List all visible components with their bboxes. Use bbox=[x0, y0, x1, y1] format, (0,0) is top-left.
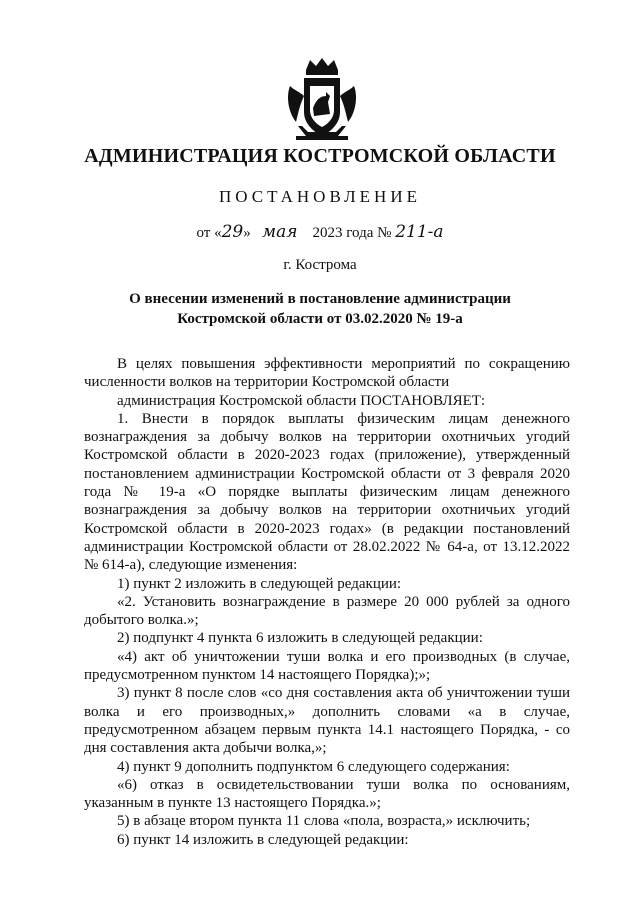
document-title bbox=[80, 289, 560, 329]
city: г. Кострома bbox=[283, 257, 357, 273]
body-paragraph: «4) акт об уничтожении туши волка и его производных (в случае, предусмотренном пунктом 14 настоящего Порядка);»; bbox=[84, 648, 570, 684]
body-paragraph: 3) пункт 8 после слов «со дня составления акта об уничтожении туши волка и его производных,» дополнить словами «а в случае, предусмотренном абзацем первым пункта 14.1 настоящего Порядка, - со дня составления акта добычи волка,»; bbox=[84, 685, 570, 757]
coat-of-arms-emblem bbox=[282, 56, 362, 146]
document-number: 211-а bbox=[395, 222, 444, 242]
body-paragraph: 5) в абзаце втором пункта 11 слова «пола, возраста,» исключить; bbox=[117, 813, 531, 830]
date-and-number-line bbox=[0, 222, 640, 242]
date-month: мая bbox=[261, 222, 298, 242]
body-paragraph: 1. Внести в порядок выплаты физическим лицам денежного вознаграждения за добычу волков на территории охотничьих угодий Костромской области в 2020-2023 годах (приложение), утвержденный постановлением администрации Костромской области от 3 февраля 2020 года № 19-а «О порядке выплаты физическим лицам денежного вознаграждения за добычу волков на территории охотничьих угодий Костромской области в 2020-2023 годах» (в редакции постановлений администрации Костромской области от 28.02.2022 № 64-а, от 13.12.2022 № 614-а), следующие изменения: bbox=[84, 410, 570, 574]
document-type: ПОСТАНОВЛЕНИЕ bbox=[218, 187, 421, 206]
title-line-2: Костромской области от 03.02.2020 № 19-а bbox=[177, 311, 463, 327]
date-mid: » bbox=[243, 225, 251, 241]
title-line-1: О внесении изменений в постановление администрации bbox=[129, 291, 511, 307]
body-paragraph: «6) отказ в освидетельствовании туши волка по основаниям, указанным в пункте 13 настоящего Порядка.»; bbox=[84, 776, 570, 812]
body-paragraph: 4) пункт 9 дополнить подпунктом 6 следующего содержания: bbox=[117, 758, 510, 775]
body-paragraph: администрация Костромской области ПОСТАНОВЛЯЕТ: bbox=[117, 392, 486, 409]
date-prefix: от « bbox=[196, 225, 222, 241]
document-body bbox=[84, 355, 570, 849]
body-paragraph: 1) пункт 2 изложить в следующей редакции: bbox=[117, 575, 402, 592]
organization-name: АДМИНИСТРАЦИЯ КОСТРОМСКОЙ ОБЛАСТИ bbox=[84, 145, 556, 167]
body-paragraph: В целях повышения эффективности мероприятий по сокращению численности волков на территории Костромской области bbox=[84, 356, 570, 391]
date-year: 2023 года № bbox=[312, 225, 392, 241]
date-day: 29 bbox=[221, 222, 244, 242]
body-paragraph: 6) пункт 14 изложить в следующей редакции: bbox=[117, 831, 409, 848]
body-paragraph: 2) подпункт 4 пункта 6 изложить в следующей редакции: bbox=[117, 630, 483, 647]
body-paragraph: «2. Установить вознаграждение в размере 20 000 рублей за одного добытого волка.»; bbox=[84, 593, 570, 629]
